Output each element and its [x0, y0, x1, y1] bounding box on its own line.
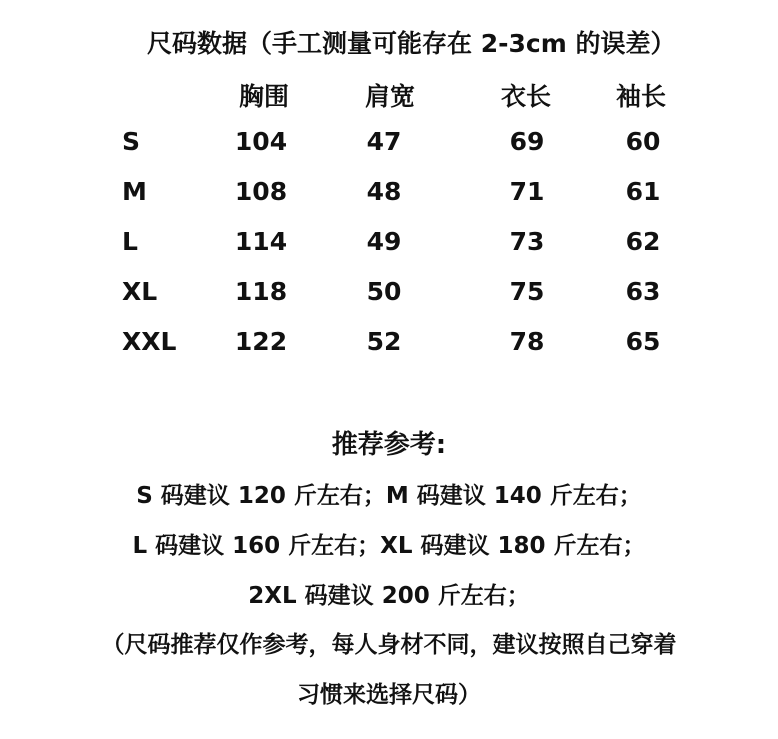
cell-shoulder: 52 [366, 327, 402, 356]
header-length: 衣长 [500, 82, 552, 111]
cell-shoulder: 48 [366, 177, 402, 206]
cell-chest: 104 [234, 127, 288, 156]
header-chest: 胸围 [238, 82, 290, 111]
cell-chest: 122 [234, 327, 288, 356]
cell-shoulder: 47 [366, 127, 402, 156]
cell-sleeve: 63 [625, 277, 661, 306]
cell-chest: 114 [234, 227, 288, 256]
row-size-label: S [122, 127, 141, 156]
recommendation-line: S 码建议 120 斤左右；M 码建议 140 斤左右； [136, 483, 642, 509]
cell-shoulder: 50 [366, 277, 402, 306]
recommendation-note: （尺码推荐仅作参考，每人身材不同，建议按照自己穿着 [101, 632, 677, 658]
cell-chest: 118 [234, 277, 288, 306]
cell-length: 71 [509, 177, 545, 206]
cell-length: 69 [509, 127, 545, 156]
row-size-label: XXL [122, 327, 177, 356]
recommendation-line: L 码建议 160 斤左右；XL 码建议 180 斤左右； [132, 533, 646, 559]
row-size-label: XL [122, 277, 158, 306]
header-sleeve: 袖长 [615, 82, 667, 111]
cell-sleeve: 61 [625, 177, 661, 206]
cell-sleeve: 60 [625, 127, 661, 156]
row-size-label: M [122, 177, 147, 206]
cell-length: 75 [509, 277, 545, 306]
recommendation-note: 习惯来选择尺码） [297, 682, 481, 708]
cell-length: 78 [509, 327, 545, 356]
header-shoulder: 肩宽 [364, 82, 416, 111]
cell-sleeve: 62 [625, 227, 661, 256]
cell-sleeve: 65 [625, 327, 661, 356]
recommendation-heading: 推荐参考: [331, 430, 447, 460]
page-title: 尺码数据（手工测量可能存在 2-3cm 的误差） [147, 29, 676, 58]
cell-length: 73 [509, 227, 545, 256]
row-size-label: L [122, 227, 138, 256]
cell-chest: 108 [234, 177, 288, 206]
recommendation-line: 2XL 码建议 200 斤左右； [248, 583, 530, 609]
cell-shoulder: 49 [366, 227, 402, 256]
